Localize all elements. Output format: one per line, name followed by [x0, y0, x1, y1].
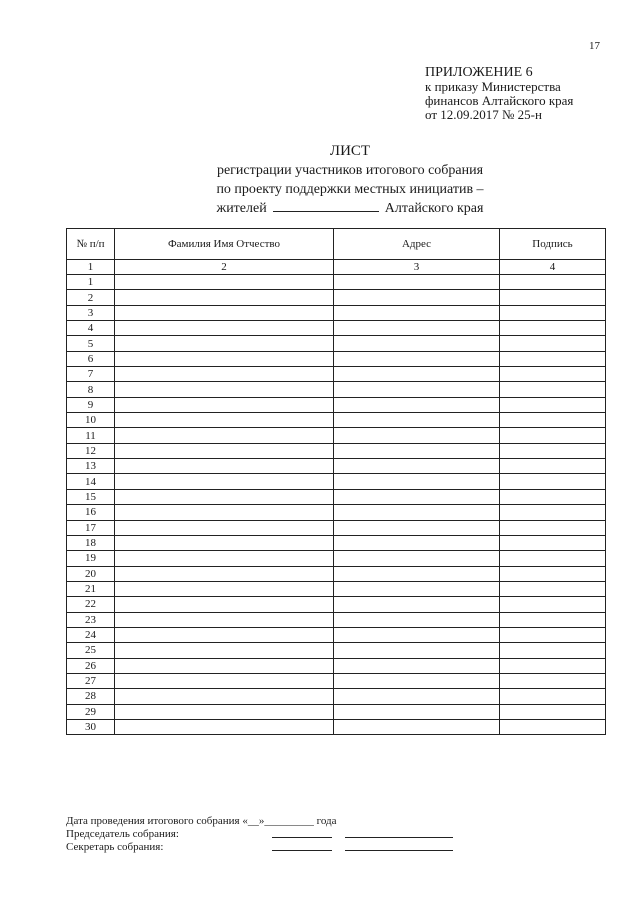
row-number: 30	[67, 719, 115, 734]
name-cell[interactable]	[115, 305, 334, 320]
row-number: 3	[67, 305, 115, 320]
table-row	[67, 520, 606, 535]
row-number: 22	[67, 597, 115, 612]
name-cell[interactable]	[115, 459, 334, 474]
row-number: 29	[67, 704, 115, 719]
annex-line: к приказу Министерства	[425, 79, 561, 94]
row-number: 18	[67, 535, 115, 550]
address-cell[interactable]	[334, 627, 500, 642]
name-cell[interactable]	[115, 689, 334, 704]
table-row	[67, 551, 606, 566]
address-cell[interactable]	[334, 520, 500, 535]
signature-cell[interactable]	[500, 520, 606, 535]
annex-block	[425, 66, 573, 122]
document-title: ЛИСТ	[329, 143, 371, 159]
table-row	[67, 566, 606, 581]
page-number: 17	[589, 40, 600, 52]
row-number: 17	[67, 520, 115, 535]
name-cell[interactable]	[115, 658, 334, 673]
signature-cell[interactable]	[500, 612, 606, 627]
address-cell[interactable]	[334, 489, 500, 504]
signature-cell[interactable]	[500, 643, 606, 658]
name-cell[interactable]	[115, 474, 334, 489]
name-cell[interactable]	[115, 612, 334, 627]
name-cell[interactable]	[115, 413, 334, 428]
address-cell[interactable]	[334, 459, 500, 474]
residents-blank	[273, 200, 379, 212]
secretary-name-blank	[345, 841, 453, 851]
address-cell[interactable]	[334, 673, 500, 688]
address-cell[interactable]	[334, 382, 500, 397]
row-number: 20	[67, 566, 115, 581]
signature-cell[interactable]	[500, 597, 606, 612]
signature-cell[interactable]	[500, 382, 606, 397]
table-row	[67, 459, 606, 474]
signature-cell[interactable]	[500, 719, 606, 734]
chairman-signature-blank	[272, 828, 332, 838]
address-cell[interactable]	[334, 367, 500, 382]
annex-line: от 12.09.2017 № 25-н	[425, 107, 542, 122]
row-number: 26	[67, 658, 115, 673]
row-number: 6	[67, 351, 115, 366]
address-cell[interactable]	[334, 704, 500, 719]
row-number: 4	[67, 321, 115, 336]
address-cell[interactable]	[334, 689, 500, 704]
table-row	[67, 443, 606, 458]
name-cell[interactable]	[115, 627, 334, 642]
chairman-name-blank	[345, 828, 453, 838]
address-cell[interactable]	[334, 535, 500, 550]
name-cell[interactable]	[115, 719, 334, 734]
table-row	[67, 367, 606, 382]
name-cell[interactable]	[115, 336, 334, 351]
signature-cell[interactable]	[500, 704, 606, 719]
name-cell[interactable]	[115, 428, 334, 443]
document-subtitle: по проекту поддержки местных инициатив –	[216, 182, 484, 197]
name-cell[interactable]	[115, 520, 334, 535]
row-number: 2	[67, 290, 115, 305]
table-header-row	[67, 229, 606, 260]
signature-cell[interactable]	[500, 351, 606, 366]
signature-cell[interactable]	[500, 627, 606, 642]
table-row	[67, 428, 606, 443]
address-cell[interactable]	[334, 566, 500, 581]
annex-line: финансов Алтайского края	[425, 93, 574, 108]
row-number: 21	[67, 581, 115, 596]
row-number: 15	[67, 489, 115, 504]
address-cell[interactable]	[334, 428, 500, 443]
signature-cell[interactable]	[500, 658, 606, 673]
row-number: 19	[67, 551, 115, 566]
column-number: 3	[334, 260, 500, 275]
signature-cell[interactable]	[500, 321, 606, 336]
registration-table	[66, 228, 606, 735]
table-row	[67, 627, 606, 642]
address-cell[interactable]	[334, 474, 500, 489]
address-cell[interactable]	[334, 321, 500, 336]
row-number: 10	[67, 413, 115, 428]
table-row	[67, 719, 606, 734]
address-cell[interactable]	[334, 658, 500, 673]
row-number: 16	[67, 505, 115, 520]
header-number: № п/п	[67, 229, 115, 260]
name-cell[interactable]	[115, 505, 334, 520]
table-row	[67, 397, 606, 412]
signature-cell[interactable]	[500, 290, 606, 305]
signature-cell[interactable]	[500, 443, 606, 458]
table-row	[67, 382, 606, 397]
table-row	[67, 689, 606, 704]
table-row	[67, 290, 606, 305]
row-number: 1	[67, 275, 115, 290]
address-cell[interactable]	[334, 505, 500, 520]
chairman-label: Председатель собрания:	[66, 828, 179, 840]
table-row	[67, 474, 606, 489]
residents-line	[140, 199, 560, 218]
address-cell[interactable]	[334, 336, 500, 351]
table-row	[67, 581, 606, 596]
row-number: 8	[67, 382, 115, 397]
name-cell[interactable]	[115, 443, 334, 458]
chairman-line	[66, 828, 336, 841]
address-cell[interactable]	[334, 612, 500, 627]
name-cell[interactable]	[115, 290, 334, 305]
row-number: 23	[67, 612, 115, 627]
address-cell[interactable]	[334, 413, 500, 428]
table-row	[67, 336, 606, 351]
name-cell[interactable]	[115, 566, 334, 581]
name-cell[interactable]	[115, 643, 334, 658]
secretary-label: Секретарь собрания:	[66, 841, 164, 853]
name-cell[interactable]	[115, 321, 334, 336]
signature-cell[interactable]	[500, 566, 606, 581]
signature-cell[interactable]	[500, 689, 606, 704]
row-number: 25	[67, 643, 115, 658]
secretary-signature-blank	[272, 841, 332, 851]
header-address: Адрес	[334, 229, 500, 260]
signature-cell[interactable]	[500, 673, 606, 688]
row-number: 14	[67, 474, 115, 489]
signature-cell[interactable]	[500, 581, 606, 596]
signature-cell[interactable]	[500, 305, 606, 320]
row-number: 24	[67, 627, 115, 642]
name-cell[interactable]	[115, 351, 334, 366]
column-number: 4	[500, 260, 606, 275]
address-cell[interactable]	[334, 275, 500, 290]
document-subtitle: регистрации участников итогового собрания	[216, 163, 484, 178]
table-row	[67, 673, 606, 688]
table-row	[67, 505, 606, 520]
name-cell[interactable]	[115, 597, 334, 612]
address-cell[interactable]	[334, 597, 500, 612]
signature-cell[interactable]	[500, 413, 606, 428]
table-row	[67, 597, 606, 612]
signature-cell[interactable]	[500, 367, 606, 382]
residents-prefix: жителей	[216, 201, 267, 216]
address-cell[interactable]	[334, 397, 500, 412]
column-number: 2	[115, 260, 334, 275]
table-row	[67, 658, 606, 673]
title-block	[140, 142, 560, 218]
signature-cell[interactable]	[500, 397, 606, 412]
address-cell[interactable]	[334, 643, 500, 658]
table-row	[67, 321, 606, 336]
row-number: 28	[67, 689, 115, 704]
name-cell[interactable]	[115, 551, 334, 566]
signature-cell[interactable]	[500, 535, 606, 550]
name-cell[interactable]	[115, 704, 334, 719]
secretary-line	[66, 841, 336, 854]
residents-suffix: Алтайского края	[384, 201, 484, 216]
address-cell[interactable]	[334, 351, 500, 366]
signature-cell[interactable]	[500, 428, 606, 443]
address-cell[interactable]	[334, 551, 500, 566]
name-cell[interactable]	[115, 367, 334, 382]
row-number: 9	[67, 397, 115, 412]
address-cell[interactable]	[334, 443, 500, 458]
table-row	[67, 275, 606, 290]
signature-cell[interactable]	[500, 551, 606, 566]
name-cell[interactable]	[115, 535, 334, 550]
meeting-date-line: Дата проведения итогового собрания «__»_________ года	[66, 815, 337, 827]
table-row	[67, 704, 606, 719]
column-number: 1	[67, 260, 115, 275]
row-number: 27	[67, 673, 115, 688]
address-cell[interactable]	[334, 305, 500, 320]
row-number: 12	[67, 443, 115, 458]
row-number: 5	[67, 336, 115, 351]
signature-cell[interactable]	[500, 336, 606, 351]
signature-cell[interactable]	[500, 275, 606, 290]
row-number: 7	[67, 367, 115, 382]
signature-cell[interactable]	[500, 474, 606, 489]
header-signature: Подпись	[500, 229, 606, 260]
table-row	[67, 351, 606, 366]
table-row	[67, 413, 606, 428]
table-row	[67, 489, 606, 504]
address-cell[interactable]	[334, 581, 500, 596]
name-cell[interactable]	[115, 382, 334, 397]
name-cell[interactable]	[115, 489, 334, 504]
address-cell[interactable]	[334, 719, 500, 734]
address-cell[interactable]	[334, 290, 500, 305]
annex-title: ПРИЛОЖЕНИЕ 6	[425, 65, 533, 80]
name-cell[interactable]	[115, 397, 334, 412]
table-row	[67, 612, 606, 627]
name-cell[interactable]	[115, 673, 334, 688]
column-number-row	[67, 260, 606, 275]
row-number: 13	[67, 459, 115, 474]
signature-cell[interactable]	[500, 489, 606, 504]
row-number: 11	[67, 428, 115, 443]
signature-cell[interactable]	[500, 505, 606, 520]
footer-block	[66, 815, 336, 854]
table-row	[67, 643, 606, 658]
name-cell[interactable]	[115, 275, 334, 290]
table-body	[67, 275, 606, 735]
name-cell[interactable]	[115, 581, 334, 596]
table-row	[67, 535, 606, 550]
table-row	[67, 305, 606, 320]
signature-cell[interactable]	[500, 459, 606, 474]
header-name: Фамилия Имя Отчество	[115, 229, 334, 260]
